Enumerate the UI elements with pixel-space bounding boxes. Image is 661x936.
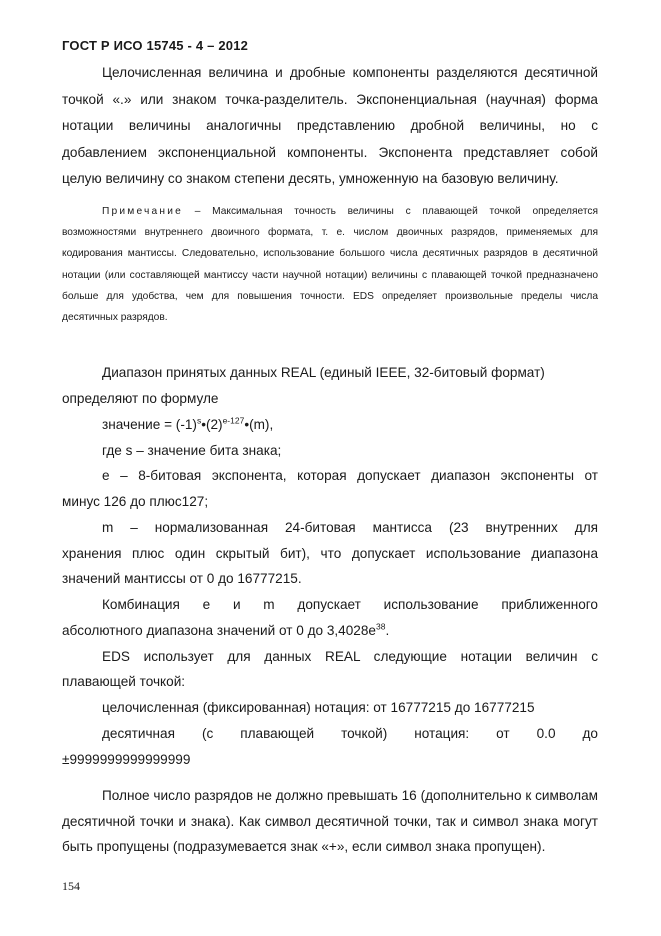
sign-bit-line: где s – значение бита знака; — [102, 443, 282, 458]
exponent-line-1 — [62, 466, 598, 486]
formula-line — [62, 415, 598, 435]
eds-integer-notation: целочисленная (фиксированная) нотация: от 16777215 до 16777215 — [102, 700, 535, 715]
formula-sup-exp: e-127 — [222, 415, 245, 426]
exponent-line-2: минус 126 до плюс127; — [62, 494, 209, 509]
formula-part-b: •(2) — [201, 417, 223, 432]
combination-text-2: абсолютного диапазона значений от 0 до 3,4028e — [62, 623, 376, 638]
eds-line-2: плавающей точкой: — [62, 674, 186, 689]
decimal-word-2: (с — [201, 726, 214, 741]
note-label: Примечание — [102, 206, 183, 217]
mantissa-line-2: хранения плюс один скрытый бит), что допускает использование диапазона — [62, 546, 598, 561]
decimal-word-1: десятичная — [102, 726, 175, 741]
combination-line-2 — [62, 621, 598, 641]
decimal-word-3: плавающей — [240, 726, 315, 741]
combination-text-1: Комбинация e и m допускает использование приближенного — [102, 597, 598, 612]
paragraph-digit-limit: Полное число разрядов не должно превышать 16 (дополнительно к символам десятичной точки и знака). Как символ десятичной точки, так и символ знака могут быть пропущены (подразумевается знак «+», если символ знака пропущен). — [62, 788, 598, 854]
note-paragraph — [62, 201, 598, 328]
page-number: 154 — [62, 879, 80, 893]
decimal-word-5: нотация: — [414, 726, 470, 741]
real-range-line-2: определяют по формуле — [62, 391, 219, 406]
formula-sup-s: s — [196, 415, 202, 426]
formula-part-a: значение = (-1) — [102, 417, 197, 432]
eds-decimal-range: ±9999999999999999 — [62, 752, 191, 767]
decimal-word-7: 0.0 — [536, 726, 556, 741]
combination-sup: 38 — [375, 621, 386, 632]
eds-text-1: EDS использует для данных REAL следующие нотации величин с — [102, 649, 598, 664]
decimal-word-6: от — [496, 726, 510, 741]
eds-line-1 — [62, 647, 598, 667]
exponent-text-1: e – 8-битовая экспонента, которая допускает диапазон экспоненты от — [102, 468, 598, 483]
decimal-word-8: до — [582, 726, 598, 741]
note-text: – Максимальная точность величины с плавающей точкой определяется возможностями внутреннего двоичного формата, т. е. числом двоичных разрядов, применяемых для кодирования мантиссы. Следовательно, использование большого числа десятичных разрядов в десятичной нотации (или составляющей мантиссу части научной нотации) величины с плавающей точкой предназначено больше для удобства, чем для повышения точности. EDS определяет произвольные пределы числа десятичных разрядов. — [62, 206, 598, 324]
decimal-word-4: точкой) — [341, 726, 388, 741]
real-range-line-1 — [62, 363, 598, 383]
document-header: ГОСТ Р ИСО 15745 - 4 – 2012 — [62, 38, 249, 53]
combination-line-1 — [62, 595, 598, 615]
paragraph-number-format: Целочисленная величина и дробные компоненты разделяются десятичной точкой «.» или знаком точка-разделитель. Экспоненциальная (научная) форма нотации величины аналогичны представлению дробной величины, но с добавлением экспоненциальной компоненты. Экспонента представляет собой целую величину со знаком степени десять, умноженную на базовую величину. — [62, 65, 598, 186]
mantissa-line-3: значений мантиссы от 0 до 16777215. — [62, 571, 302, 586]
formula-part-c: •(m), — [244, 417, 274, 432]
real-range-text: Диапазон принятых данных REAL (единый IEEE, 32-битовый формат) — [102, 365, 545, 380]
combination-dot: . — [385, 623, 390, 638]
mantissa-text-1: m – нормализованная 24-битовая мантисса (23 внутренних для — [102, 520, 598, 535]
mantissa-line-1 — [62, 518, 598, 538]
eds-decimal-notation — [62, 724, 598, 744]
